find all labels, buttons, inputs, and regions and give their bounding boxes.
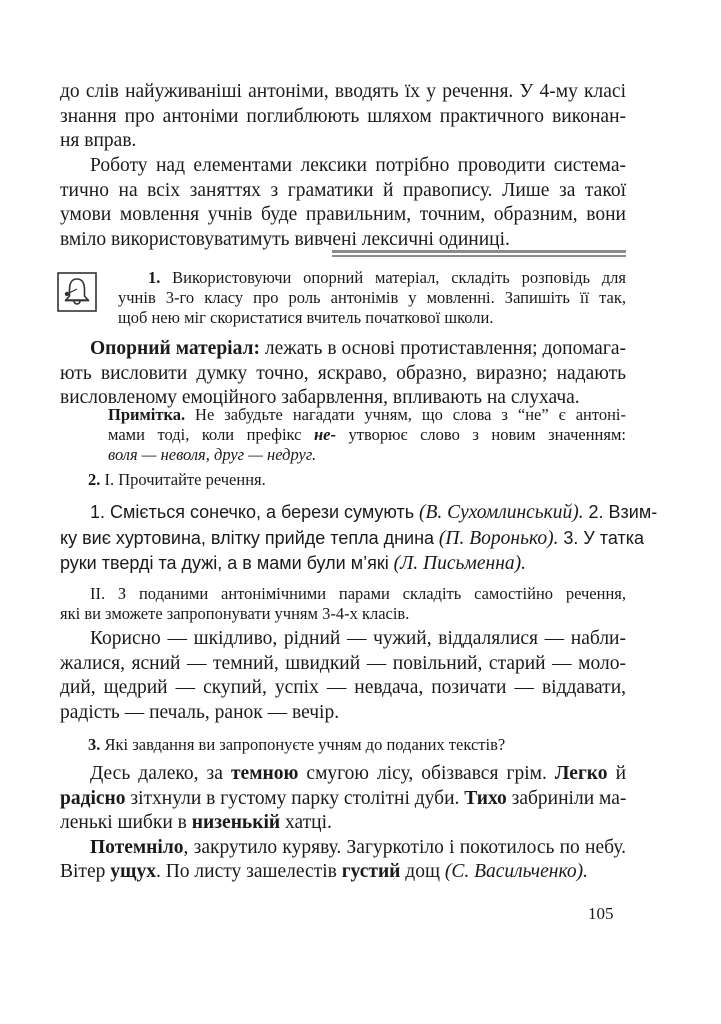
text-line: Які завдання ви запропонуєте учням до поданих текстів? [104, 735, 506, 754]
task-3-question [88, 735, 626, 755]
text-line: щоб нею міг скористатися вчитель початкової школи. [118, 308, 494, 327]
bold-word: темною [230, 763, 299, 784]
text-line: радість — печаль, ранок — вечір. [60, 701, 340, 723]
text-line: лежать в основі протиставлення; допомага- [264, 338, 626, 359]
text-segment: утворює слово з новим значенням: [348, 425, 626, 444]
text-line: висловленому емоційного забарвлення, впливають на слухача. [60, 387, 580, 408]
bold-word: ущух [110, 861, 156, 882]
text-segment: , закрутило куряву. Загуркотіло і покотилось по небу. [183, 836, 626, 858]
text-segment: 3. У татка [563, 527, 644, 548]
text-line: Не забудьте нагадати учням, що слова з “не” є антоні- [195, 405, 626, 424]
support-label: Опорний матеріал: [90, 338, 260, 359]
antonym-pairs [60, 627, 626, 725]
text-line: ють висловити думку точно, яскраво, образно, виразно; надають [60, 362, 626, 384]
bell-icon [57, 272, 97, 312]
text-segment: хатці. [285, 812, 332, 833]
text-segment: забриніли ма- [511, 787, 627, 809]
text-segment: . По листу зашелестів [155, 861, 337, 882]
text-line: ня вправ. [60, 130, 137, 151]
bold-word: густий [341, 861, 401, 882]
text-segment: ленькі шибки в [60, 812, 187, 833]
text-segment: Десь далеко, за [90, 763, 223, 784]
task-number: 3. [88, 735, 101, 754]
text-line: вміло використовуватимуть вивчені лексичні одиниці. [60, 228, 510, 250]
author: (Л. Письменна). [393, 553, 526, 574]
text-line: І. Прочитайте речення. [104, 470, 266, 489]
text-line: учнів 3-го класу про роль антонімів у мовленні. Запишіть її так, [118, 288, 626, 307]
intro-paragraph-1 [60, 80, 626, 154]
task-2-sentences [60, 500, 658, 577]
text-segment: мами тоді, коли префікс [108, 425, 302, 444]
text-segment: Вітер [60, 861, 106, 882]
bold-word: низенькій [191, 812, 281, 833]
text-line: до слів найуживаніші антоніми, вводять їх у речення. У 4-му класі [60, 81, 626, 102]
author: (С. Васильченко). [444, 861, 588, 882]
text-segment: дощ [405, 861, 440, 882]
text-segment: 2. Взим- [588, 502, 658, 522]
bold-word: Тихо [464, 787, 507, 809]
page-number: 105 [588, 904, 614, 923]
support-material [60, 337, 626, 411]
intro-paragraph-2 [60, 154, 626, 252]
text-line: знання про антоніми поглиблюють шляхом практичного виконан- [60, 105, 626, 127]
text-segment: 1. Сміється сонечко, а берези сумують [90, 502, 415, 522]
note-label: Примітка. [108, 405, 186, 424]
author: (В. Сухомлинський). [419, 502, 584, 523]
bold-word: радісно [60, 787, 126, 809]
author: (П. Воронько). [438, 527, 559, 549]
prefix-ne: не- [314, 425, 336, 444]
text-segment: ку виє хуртовина, влітку прийде тепла днина [60, 527, 435, 548]
text-line: дий, щедрий — скупий, успіх — невдача, позичати — віддавати, [60, 677, 626, 698]
task-number: 2. [88, 470, 101, 489]
task-3-text [60, 762, 626, 885]
text-segment: руки тверді та дужі, а в мами були м’які [60, 553, 389, 573]
task-number: 1. [148, 268, 161, 287]
note-block [108, 405, 626, 465]
task-2-part-2 [60, 584, 626, 624]
bold-word: Потемніло [90, 836, 184, 858]
bold-word: Легко [554, 763, 608, 784]
task-1-text [118, 268, 626, 328]
text-line: ІІ. З поданими антонімічними парами складіть самостійно речення, [90, 584, 626, 603]
text-segment: й [615, 763, 627, 784]
text-line: Роботу над елементами лексики потрібно проводити система- [90, 155, 626, 176]
text-line: тично на всіх заняттях з граматики й правопису. Лише за такої [60, 179, 626, 201]
section-separator [332, 250, 626, 257]
text-segment: зітхнули в густому парку столітні дуби. [130, 787, 460, 809]
text-line: Використовуючи опорний матеріал, складіть розповідь для [172, 268, 626, 287]
text-line: жалися, ясний — темний, швидкий — повільний, старий — моло- [60, 652, 626, 674]
text-line: які ви зможете запропонувати учням 3-4-х класів. [60, 604, 410, 623]
text-segment: смугою лісу, обізвався грім. [306, 763, 547, 784]
task-2-part-1 [88, 470, 626, 490]
text-line: умови мовлення учнів буде правильним, точним, образним, вони [60, 204, 626, 225]
example-words: воля — неволя, друг — недруг. [108, 445, 317, 464]
text-line: Корисно — шкідливо, рідний — чужий, віддалялися — набли- [90, 628, 626, 649]
